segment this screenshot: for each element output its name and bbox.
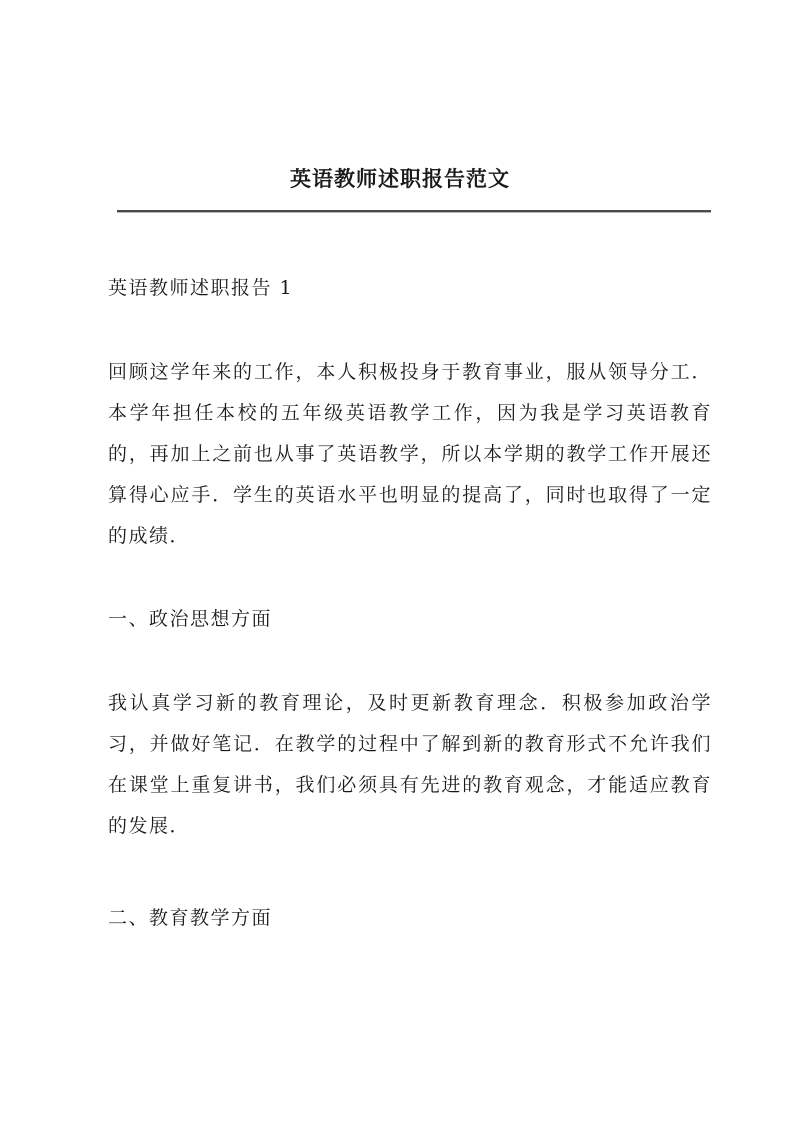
title-underline-divider (117, 210, 711, 213)
document-title: 英语教师述职报告范文 (290, 166, 510, 191)
section-heading-political: 一、政治思想方面 (108, 608, 273, 630)
report-subtitle: 英语教师述职报告 1 (108, 277, 294, 299)
intro-paragraph: 回顾这学年来的工作，本人积极投身于教育事业，服从领导分工．本学年担任本校的五年级英语教学工作，因为我是学习英语教育的，再加上之前也从事了英语教学，所以本学期的教学工作开展还算得心应手．学生的英语水平也明显的提高了，同时也取得了一定的成绩． (108, 361, 712, 547)
section-heading-teaching: 二、教育教学方面 (108, 907, 273, 929)
section-paragraph-political: 我认真学习新的教育理论，及时更新教育理念．积极参加政治学习，并做好笔记．在教学的过程中了解到新的教育形式不允许我们在课堂上重复讲书，我们必须具有先进的教育观念，才能适应教育的发展． (108, 692, 712, 837)
